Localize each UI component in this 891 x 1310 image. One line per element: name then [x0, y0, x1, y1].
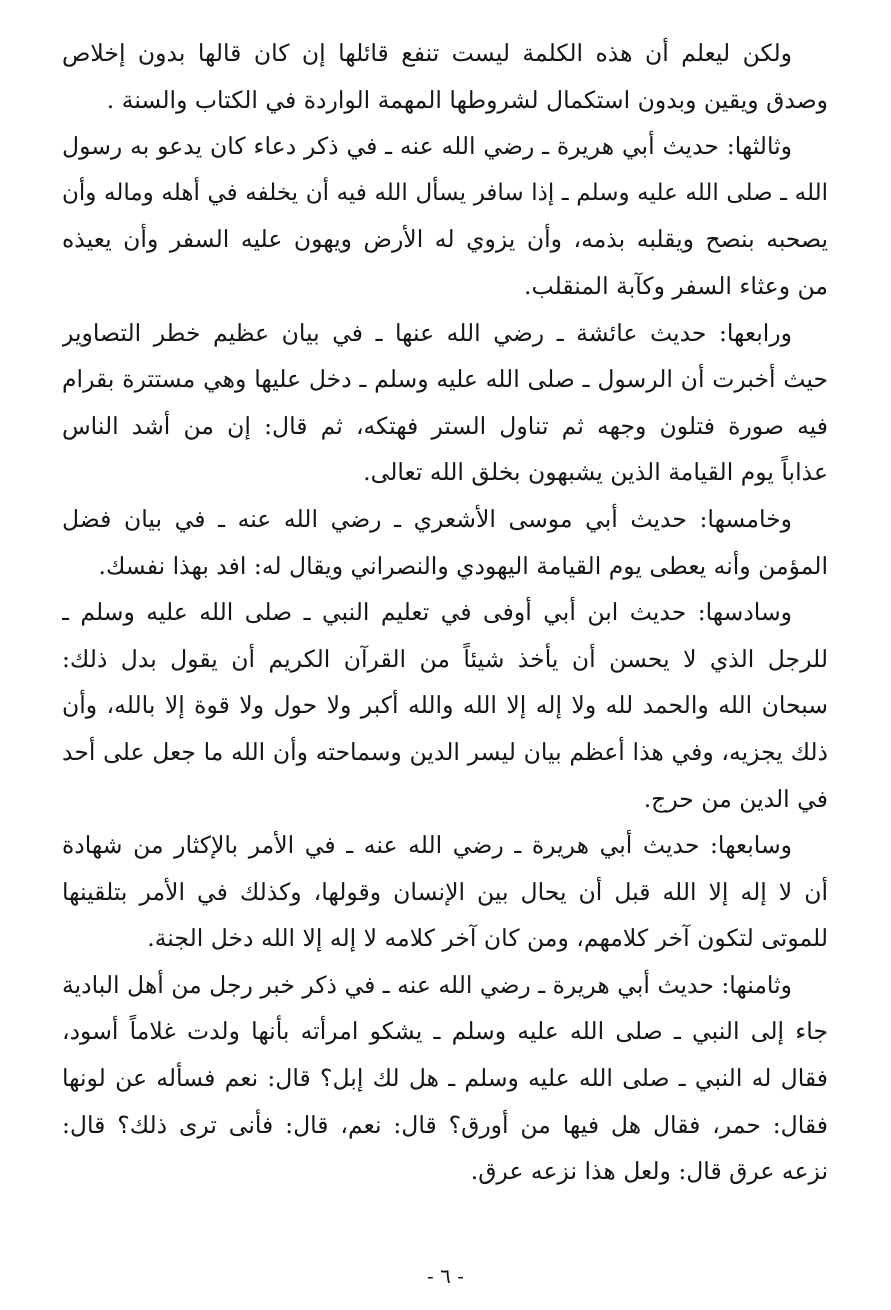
text-line: يصحبه بنصح ويقلبه بذمه، وأن يزوي له الأرض ويهون عليه السفر وأن يعيذه — [62, 225, 828, 254]
text-line: ورابعها: حديث عائشة ـ رضي الله عنها ـ في بيان عظيم خطر التصاوير — [62, 318, 792, 347]
text-line: فيه صورة فتلون وجهه ثم تناول الستر فهتكه، ثم قال: إن من أشد الناس — [62, 411, 828, 440]
text-line: في الدين من حرج. — [643, 784, 828, 813]
text-line: وسادسها: حديث ابن أبي أوفى في تعليم النبي ـ صلى الله عليه وسلم ـ — [62, 598, 792, 627]
text-line: جاء إلى النبي ـ صلى الله عليه وسلم ـ يشكو امرأته بأنها ولدت غلاماً أسود، — [62, 1017, 828, 1046]
page-number: - ٦ - — [427, 1264, 464, 1288]
page-text — [62, 30, 828, 1195]
text-line: وسابعها: حديث أبي هريرة ـ رضي الله عنه ـ في الأمر بالإكثار من شهادة — [62, 831, 792, 860]
text-line: وخامسها: حديث أبي موسى الأشعري ـ رضي الله عنه ـ في بيان فضل — [62, 504, 792, 533]
text-line: حيث أخبرت أن الرسول ـ صلى الله عليه وسلم ـ دخل عليها وهي مستترة بقرام — [62, 365, 828, 394]
text-line: وثامنها: حديث أبي هريرة ـ رضي الله عنه ـ في ذكر خبر رجل من أهل البادية — [62, 970, 792, 999]
text-line: للرجل الذي لا يحسن أن يأخذ شيئاً من القرآن الكريم أن يقول بدل ذلك: — [62, 644, 828, 673]
text-line: فقال: حمر، فقال هل فيها من أورق؟ قال: نعم، قال: فأنى ترى ذلك؟ قال: — [62, 1110, 828, 1139]
text-line: المؤمن وأنه يعطى يوم القيامة اليهودي والنصراني ويقال له: افد بهذا نفسك. — [98, 551, 828, 580]
text-line: ولكن ليعلم أن هذه الكلمة ليست تنفع قائلها إن كان قالها بدون إخلاص — [62, 39, 792, 67]
text-line: وثالثها: حديث أبي هريرة ـ رضي الله عنه ـ في ذكر دعاء كان يدعو به رسول — [62, 132, 792, 161]
text-line: الله ـ صلى الله عليه وسلم ـ إذا سافر يسأل الله فيه أن يخلفه في أهله وماله وأن — [62, 179, 828, 206]
text-line: ذلك يجزيه، وفي هذا أعظم بيان ليسر الدين وسماحته وأن الله ما جعل على أحد — [62, 737, 828, 766]
text-line: نزعه عرق قال: ولعل هذا نزعه عرق. — [470, 1157, 828, 1186]
text-line: عذاباً يوم القيامة الذين يشبهون بخلق الله تعالى. — [363, 458, 828, 487]
text-line: وصدق ويقين وبدون استكمال لشروطها المهمة الواردة في الكتاب والسنة . — [106, 85, 828, 114]
text-line: للموتى لتكون آخر كلامهم، ومن كان آخر كلامه لا إله إلا الله دخل الجنة. — [147, 924, 828, 953]
text-line: سبحان الله والحمد لله ولا إله إلا الله والله أكبر ولا حول ولا قوة إلا بالله، وأن — [62, 691, 828, 720]
text-line: أن لا إله إلا الله قبل أن يحال بين الإنسان وقولها، وكذلك في الأمر بتلقينها — [62, 877, 828, 906]
text-line: فقال له النبي ـ صلى الله عليه وسلم ـ هل لك إبل؟ قال: نعم فسأله عن لونها — [62, 1064, 828, 1093]
text-line: من وعثاء السفر وكآبة المنقلب. — [524, 271, 828, 300]
